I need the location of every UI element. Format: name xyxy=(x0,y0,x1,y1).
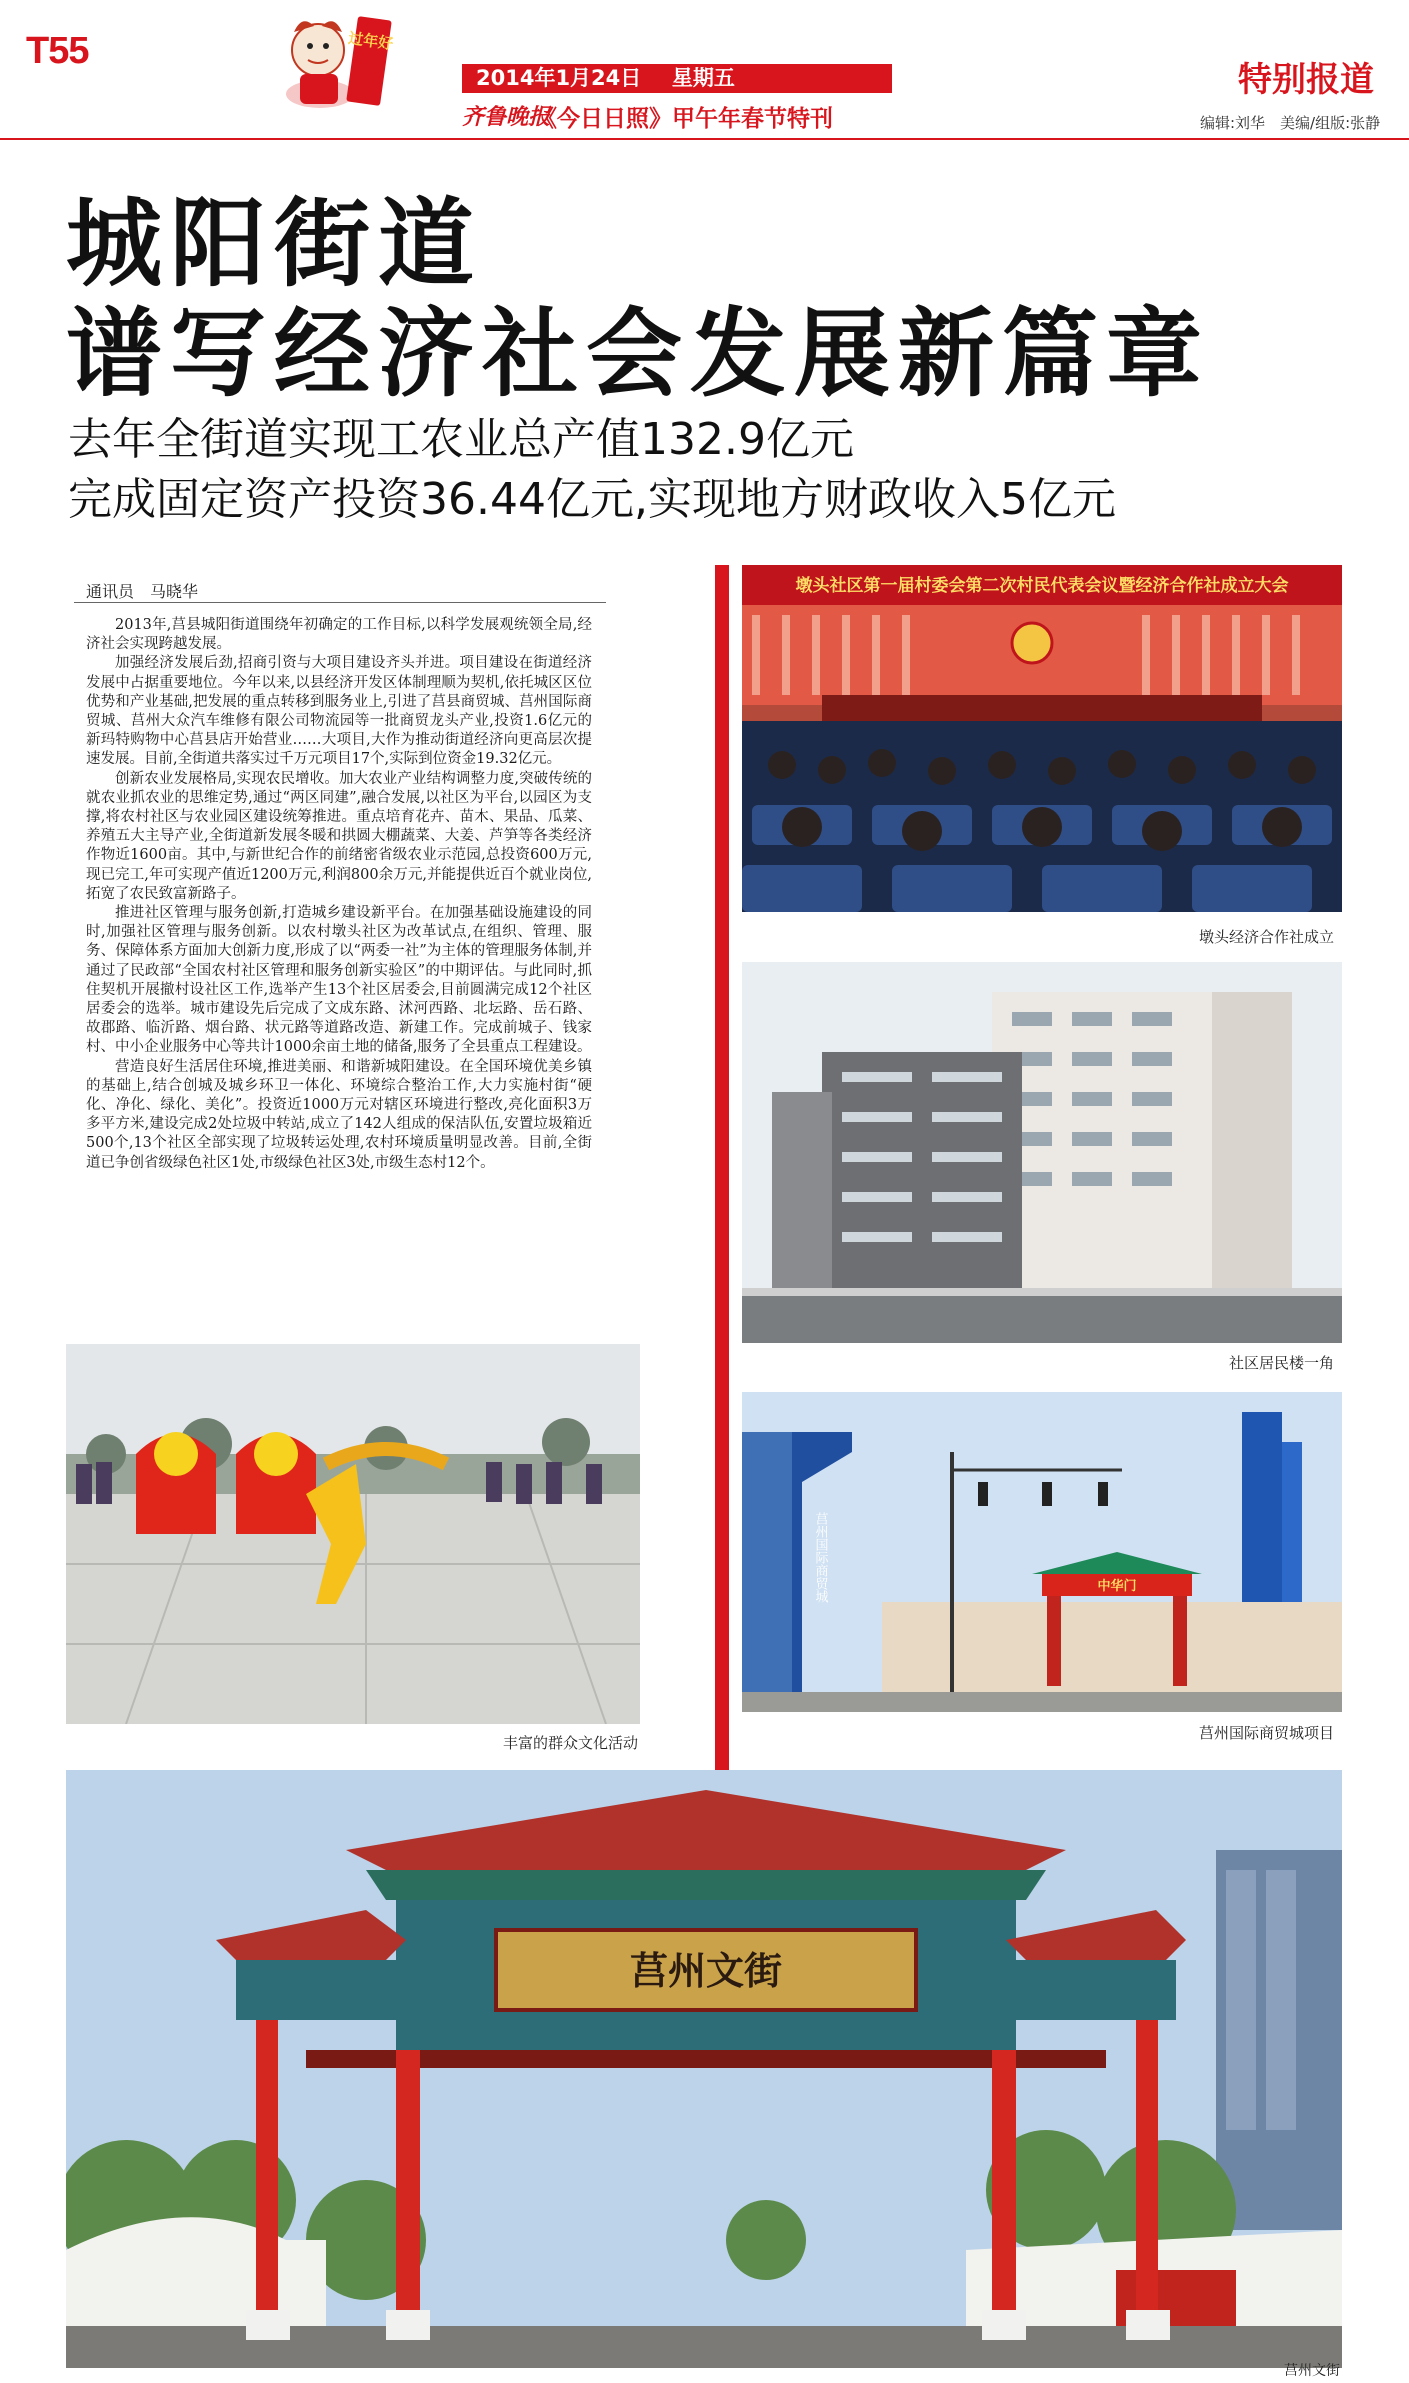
page-number: T55 xyxy=(26,30,89,72)
headline-line-1: 城阳街道 xyxy=(66,187,482,300)
trade-tower-sign: 莒州国际商贸城 xyxy=(812,1512,828,1603)
article-paragraph: 创新农业发展格局,实现农民增收。加大农业产业结构调整力度,突破传统的就农业抓农业的思维定势,通过“两区同建”,融合发展,以社区为平台,以园区为支撑,将农村社区与农业园区建设统筹推进。重点培育花卉、苗木、果品、瓜菜、养殖五大主导产业,全街道新发展冬暖和拱圆大棚蔬菜、大姜、芦笋等各类经济作物近1600亩。其中,与新世纪合作的前绪密省级农业示范园,总投资600万元,现已完工,年可实现产值近1200万元,利润800余万元,并能提供近百个就业岗位,拓宽了农民致富新路子。 xyxy=(86,770,592,902)
byline: 通讯员 马晓华 xyxy=(86,582,199,601)
article-paragraph: 推进社区管理与服务创新,打造城乡建设新平台。在加强基础设施建设的同时,加强社区管理与服务创新。以农村墩头社区为改革试点,在组织、管理、服务、保障体系方面加大创新力度,形成了以“两委一社”为主体的管理服务体制,并通过了民政部“全国农村社区管理和服务创新实验区”的中期评估。与此同时,抓住契机开展撤村设社区工作,选举产生13个社区居委会,目前圆满完成12个社区居委会的选举。城市建设先后完成了文成东路、沭河西路、北坛路、岳石路、故郡路、临沂路、烟台路、状元路等道路改造、新建工作。完成前城子、钱家村、中小企业服务中心等共计1000余亩土地的储备,服务了全县重点工程建设。 xyxy=(86,905,592,1056)
article-paragraph: 2013年,莒县城阳街道围绕年初确定的工作目标,以科学发展观统领全局,经济社会实现跨越发展。 xyxy=(86,617,592,653)
culture-photo xyxy=(66,1344,640,1724)
subheadline-2: 完成固定资产投资36.44亿元,实现地方财政收入5亿元 xyxy=(68,474,1116,525)
headline-line-2: 谱写经济社会发展新篇章 xyxy=(66,297,1210,410)
paper-logo: 齐鲁晚报 xyxy=(462,105,551,130)
trade-gate-sign: 中华门 xyxy=(1097,1579,1137,1594)
meeting-caption: 墩头经济合作社成立 xyxy=(1198,928,1334,946)
trade-city-caption: 莒州国际商贸城项目 xyxy=(1198,1724,1334,1742)
weekday: 星期五 xyxy=(671,66,735,90)
horse-mascot-illustration xyxy=(280,8,430,114)
residential-photo xyxy=(742,962,1342,1343)
meeting-photo xyxy=(742,565,1342,912)
wenjie-gate-caption: 莒州文街 xyxy=(1284,2363,1340,2379)
red-column-divider xyxy=(715,565,729,1770)
masthead-title: 《今日日照》甲午年春节特刊 xyxy=(534,106,833,132)
wenjie-gate-photo xyxy=(66,1770,1342,2368)
editor-credits: 编辑:刘华 美编/组版:张静 xyxy=(1200,114,1381,132)
header-divider xyxy=(0,138,1409,140)
trade-city-photo xyxy=(742,1392,1342,1712)
article-body xyxy=(86,616,592,1173)
mascot-banner-text: 过年好 xyxy=(347,29,395,54)
section-title: 特别报道 xyxy=(1238,60,1374,100)
byline-divider xyxy=(74,602,606,603)
article-paragraph: 加强经济发展后劲,招商引资与大项目建设齐头并进。项目建设在街道经济发展中占据重要地位。今年以来,以县经济开发区体制理顺为契机,依托城区区位优势和产业基础,把发展的重点转移到服务业上,引进了莒县商贸城、莒州国际商贸城、莒州大众汽车维修有限公司物流园等一批商贸龙头产业,投资1.6亿元的新玛特购物中心莒县店开始营业……大项目,大作为推动街道经济向更高层次提速发展。目前,全街道共落实过千万元项目17个,实际到位资金19.32亿元。 xyxy=(86,655,592,768)
gate-sign-text: 莒州文街 xyxy=(629,1948,783,1993)
subheadline-1: 去年全街道实现工农业总产值132.9亿元 xyxy=(68,414,854,465)
meeting-banner-text: 墩头社区第一届村委会第二次村民代表会议暨经济合作社成立大会 xyxy=(795,576,1289,596)
issue-date xyxy=(476,64,735,93)
residential-caption: 社区居民楼一角 xyxy=(1228,1354,1334,1372)
culture-caption: 丰富的群众文化活动 xyxy=(502,1734,638,1752)
article-paragraph: 营造良好生活居住环境,推进美丽、和谐新城阳建设。在全国环境优美乡镇的基础上,结合创城及城乡环卫一体化、环境综合整治工作,大力实施村街“硬化、净化、绿化、美化”。投资近1000万元对辖区环境进行整改,亮化面积3万多平方米,建设完成2处垃圾中转站,成立了142人组成的保洁队伍,安置垃圾箱近500个,13个社区全部实现了垃圾转运处理,农村环境质量明显改善。目前,全街道已争创省级绿色社区1处,市级绿色社区3处,市级生态村12个。 xyxy=(86,1058,592,1171)
date: 2014年1月24日 xyxy=(476,66,642,90)
